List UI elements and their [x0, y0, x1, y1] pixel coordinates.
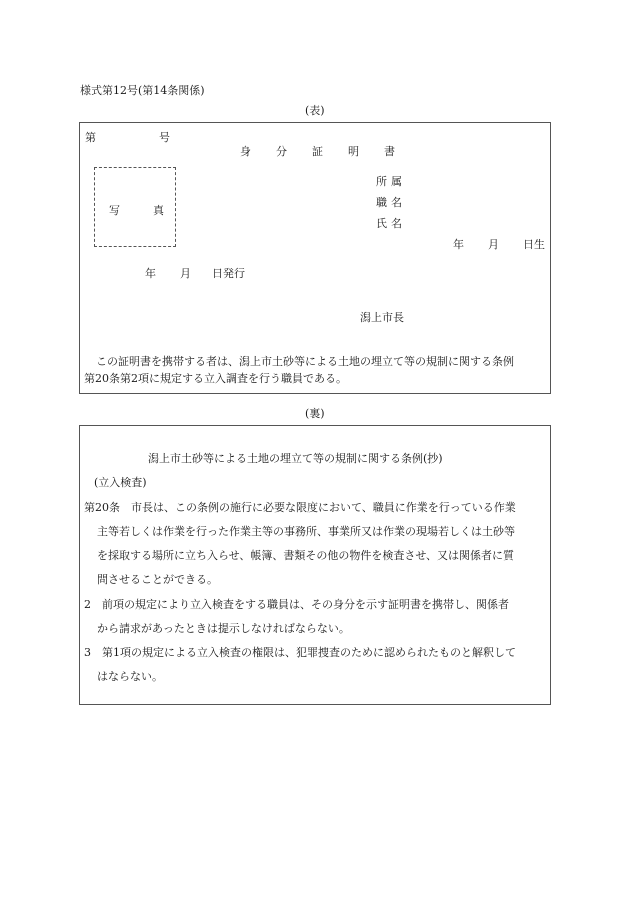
form-number: 様式第12号(第14条関係)	[80, 84, 205, 97]
statement-line-1: この証明書を携帯する者は、潟上市土砂等による土地の埋立て等の規制に関する条例	[96, 355, 514, 368]
birth-year: 年	[453, 238, 464, 251]
field-affiliation: 所 属	[376, 175, 402, 188]
issue-day: 日発行	[212, 267, 245, 280]
birth-month: 月	[488, 238, 499, 251]
article-line: 主等若しくは作業を行った作業主等の事務所、事業所又は作業の現場若しくは土砂等	[97, 525, 515, 538]
back-card	[79, 425, 551, 705]
back-side-label: (裏)	[305, 407, 325, 420]
issuer: 潟上市長	[360, 311, 404, 324]
statement-line-2: 第20条第2項に規定する立入調査を行う職員である。	[84, 372, 347, 385]
birth-day: 日生	[523, 238, 545, 251]
article-line: から請求があったときは提示しなければならない。	[97, 622, 350, 635]
article-line: を採取する場所に立ち入らせ、帳簿、書類その他の物件を検査させ、又は関係者に質	[97, 549, 515, 562]
section-caption: (立入検査)	[94, 476, 147, 489]
field-position: 職 名	[376, 196, 402, 209]
photo-area	[94, 167, 176, 247]
photo-char: 真	[153, 204, 164, 217]
number-prefix: 第	[85, 131, 96, 144]
title-char: 分	[276, 145, 287, 158]
front-card	[79, 122, 551, 394]
title-char: 身	[240, 145, 251, 158]
field-name: 氏 名	[376, 217, 402, 230]
front-side-label: (表)	[305, 104, 325, 117]
issue-month: 月	[180, 267, 191, 280]
article-line: 問させることができる。	[97, 573, 218, 586]
number-suffix: 号	[159, 131, 170, 144]
issue-year: 年	[145, 267, 156, 280]
article-line: 3 第1項の規定による立入検査の権限は、犯罪捜査のために認められたものと解釈して	[84, 646, 516, 659]
article-line: 第20条 市長は、この条例の施行に必要な限度において、職員に作業を行っている作業	[84, 501, 516, 514]
ordinance-title: 潟上市土砂等による土地の埋立て等の規制に関する条例(抄)	[148, 452, 443, 465]
photo-char: 写	[109, 204, 120, 217]
title-char: 書	[384, 145, 395, 158]
article-line: はならない。	[97, 670, 163, 683]
article-line: 2 前項の規定により立入検査をする職員は、その身分を示す証明書を携帯し、関係者	[84, 598, 509, 611]
title-char: 証	[312, 145, 323, 158]
title-char: 明	[348, 145, 359, 158]
